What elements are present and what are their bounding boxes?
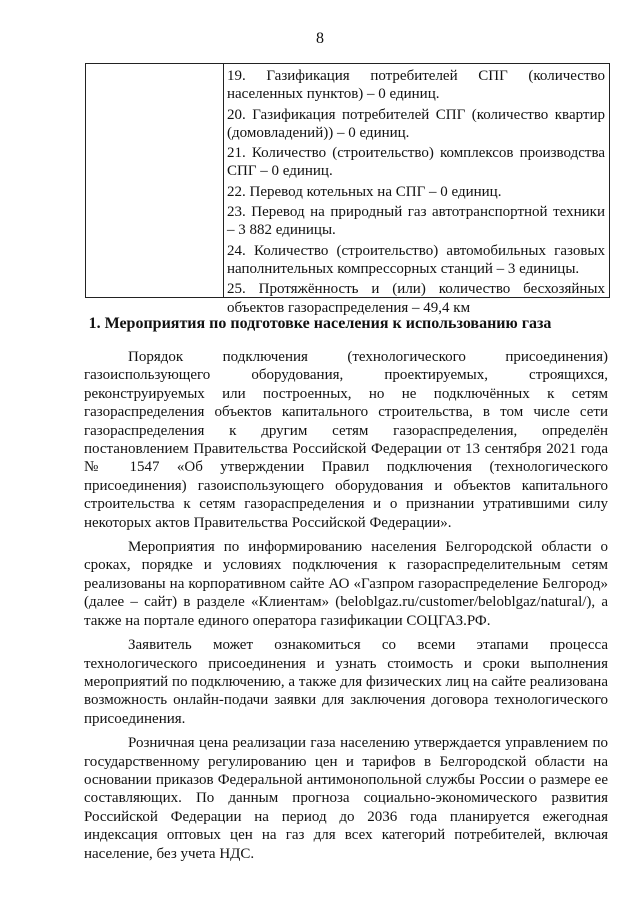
table-item-19: 19. Газификация потребителей СПГ (количество населенных пунктов) – 0 единиц. bbox=[227, 68, 605, 103]
table-item-24: 24. Количество (строительство) автомобильных газовых наполнительных компрессорных станций – 3 единицы. bbox=[227, 242, 605, 277]
table-empty-cell bbox=[86, 64, 224, 297]
indicators-table bbox=[85, 63, 610, 316]
page-number: 8 bbox=[316, 30, 324, 47]
table-item-21: 21. Количество (строительство) комплексов производства СПГ – 0 единиц. bbox=[227, 145, 605, 180]
table-item-22: 22. Перевод котельных на СПГ – 0 единиц. bbox=[227, 183, 502, 200]
paragraph-connection-order: Порядок подключения (технологического присоединения) газоиспользующего оборудования, проектируемых, строящихся, реконструируемых или построенных, но не подключённых к сетям газораспределения объектов капитального строительства, в том числе сети газораспределения к другим сетям газораспределения, определён постановлением Правительства Российской Федерации от 13 сентября 2021 года № 1547 «Об утверждении Правил подключения (технологического присоединения) газоиспользующего оборудования и объектов капитального строительства к сетям газораспределения и о признании утратившими силу некоторых актов Правительства Российской Федерации». bbox=[84, 349, 608, 531]
body-text bbox=[84, 348, 608, 869]
table-indicators-cell bbox=[224, 64, 609, 316]
paragraph-gas-price: Розничная цена реализации газа населению утверждается управлением по государственному регулированию цен и тарифов в Белгородской области на основании приказов Федеральной антимонопольной службы России о размере ее составляющих. По данным прогноза социально-экономического развития Российской Федерации на период до 2036 года планируется ежегодная индексация оптовых цен на газ для всех категорий потребителей, включая население, без учета НДС. bbox=[84, 735, 608, 862]
paragraph-informing: Мероприятия по информированию населения Белгородской области о сроках, порядке и условиях подключения к газораспределительным сетям реализованы на корпоративном сайте АО «Газпром газораспределение Белгород» (далее – сайт) в разделе «Клиентам» (beloblgaz.ru/customer/beloblgaz/natural/), а также на портале единого оператора газификации СОЦГАЗ.РФ. bbox=[84, 539, 608, 629]
table-item-20: 20. Газификация потребителей СПГ (количество квартир (домовладений)) – 0 единиц. bbox=[227, 106, 605, 141]
section-heading: 1. Мероприятия по подготовке населения к использованию газа bbox=[88, 315, 552, 332]
table-item-23: 23. Перевод на природный газ автотранспортной техники – 3 882 единицы. bbox=[227, 204, 605, 239]
table-item-25: 25. Протяжённость и (или) количество бесхозяйных объектов газораспределения – 49,4 км bbox=[227, 281, 605, 316]
paragraph-applicant: Заявитель может ознакомиться со всеми этапами процесса технологического присоединения и узнать стоимость и сроки выполнения мероприятий по подключению, а также для физических лиц на сайте реализована возможность онлайн-подачи заявки для заключения договора технологического присоединения. bbox=[84, 637, 608, 727]
